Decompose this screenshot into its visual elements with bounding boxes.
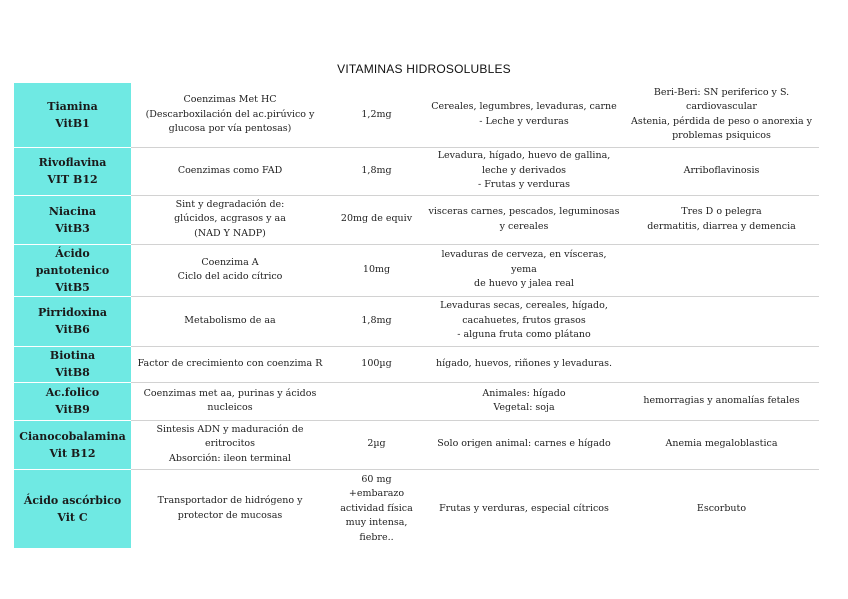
sources-cell: Animales: hígado Vegetal: soja [424, 382, 624, 420]
sources-cell: hígado, huevos, riñones y levaduras. [424, 346, 624, 382]
table-row [14, 147, 819, 195]
vitamin-name-cell: Ácido ascórbico Vit C [14, 469, 131, 548]
function-cell: Sint y degradación de: glúcidos, acgrasos y aa (NAD Y NADP) [131, 195, 329, 244]
sources-cell: visceras carnes, pescados, leguminosas y cereales [424, 195, 624, 244]
deficiency-cell: Beri-Beri: SN periferico y S. cardiovascular Astenia, pérdida de peso o anorexia y problemas psiquicos [624, 83, 819, 147]
vitamin-name-cell: Niacina VitB3 [14, 195, 131, 244]
table-row [14, 469, 819, 548]
function-cell: Coenzimas Met HC (Descarboxilación del ac.pirúvico y glucosa por vía pentosas) [131, 83, 329, 147]
function-cell: Sintesis ADN y maduración de eritrocitos Absorción: ileon terminal [131, 420, 329, 469]
deficiency-cell: Escorbuto [696, 502, 747, 514]
vitamin-name-cell: Cianocobalamina Vit B12 [14, 420, 131, 469]
sources-cell: Cereales, legumbres, levaduras, carne - Leche y verduras [424, 83, 624, 147]
sources-cell: Levadura, hígado, huevo de gallina, leche y derivados - Frutas y verduras [424, 147, 624, 195]
vitamin-name-cell: Tiamina VitB1 [14, 83, 131, 147]
dose-cell: 1,8mg [329, 296, 424, 346]
deficiency-cell [624, 296, 819, 346]
function-cell: Transportador de hidrógeno y protector de mucosas [157, 495, 303, 521]
table-row [14, 296, 819, 346]
function-cell: Coenzima A Ciclo del acido cítrico [131, 244, 329, 296]
sources-cell: Solo origen animal: carnes e hígado [424, 420, 624, 469]
vitamin-name-cell: Pirridoxina VitB6 [14, 296, 131, 346]
vitamin-name-cell: Ac.folico VitB9 [14, 382, 131, 420]
table-row [14, 195, 819, 244]
deficiency-cell: Arriboflavinosis [624, 147, 819, 195]
vitamin-name-cell: Ácido pantotenico VitB5 [14, 244, 131, 296]
deficiency-cell [624, 244, 819, 296]
sources-cell: Frutas y verduras, especial cítricos [439, 502, 609, 514]
deficiency-cell: Tres D o pelegra dermatitis, diarrea y demencia [624, 195, 819, 244]
dose-cell: 100µg [329, 346, 424, 382]
dose-cell: 10mg [329, 244, 424, 296]
dose-cell: 1,8mg [329, 147, 424, 195]
function-cell: Metabolismo de aa [131, 296, 329, 346]
vitamin-name-cell: Rivoflavina VIT B12 [14, 147, 131, 195]
page-title: VITAMINAS HIDROSOLUBLES [337, 62, 511, 76]
dose-cell: 20mg de equiv [329, 195, 424, 244]
function-cell: Factor de crecimiento con coenzima R [131, 346, 329, 382]
sources-cell: Levaduras secas, cereales, hígado, cacahuetes, frutos grasos - alguna fruta como plátano [424, 296, 624, 346]
deficiency-cell: hemorragias y anomalías fetales [624, 382, 819, 420]
table-row [14, 83, 819, 147]
table-row [14, 244, 819, 296]
dose-cell: 1,2mg [329, 83, 424, 147]
deficiency-cell [624, 346, 819, 382]
function-cell: Coenzimas met aa, purinas y ácidos nucleicos [131, 382, 329, 420]
table-row [14, 346, 819, 382]
vitamins-table [14, 83, 819, 548]
vitamin-name-cell: Biotina VitB8 [14, 346, 131, 382]
sources-cell: levaduras de cerveza, en vísceras, yema de huevo y jalea real [424, 244, 624, 296]
table-row [14, 382, 819, 420]
dose-cell: 2µg [329, 420, 424, 469]
deficiency-cell: Anemia megaloblastica [624, 420, 819, 469]
table-row [14, 420, 819, 469]
dose-cell: 60 mg +embarazo actividad física muy intensa, fiebre.. [340, 473, 413, 543]
dose-cell [329, 382, 424, 420]
function-cell: Coenzimas como FAD [131, 147, 329, 195]
